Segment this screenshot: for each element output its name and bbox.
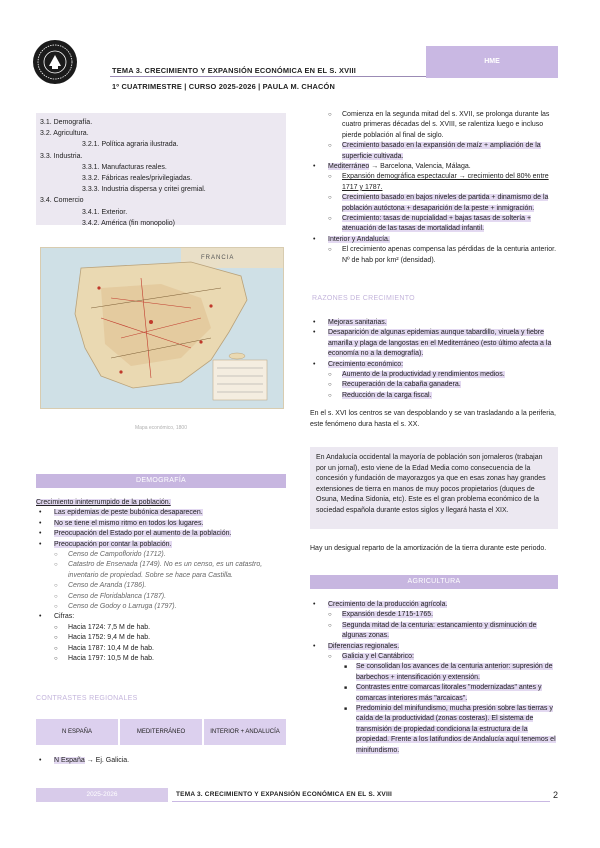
list-item: ○ Censo de Aranda (1786). (36, 581, 288, 591)
toc-item: 3.3.3. Industria dispersa y critei gremial. (82, 186, 206, 194)
list-item: ○ Expansión demográfica espectacular → crecimiento del 80% entre 1717 y 1787. (310, 172, 560, 193)
footer-divider (172, 801, 550, 802)
list-item: ○ Reducción de la carga fiscal. (310, 391, 560, 401)
list-item: • Preocupación por contar la población. (36, 540, 288, 550)
map-caption: Mapa económico, 1800 (135, 425, 187, 431)
reparto-paragraph: Hay un desigual reparto de la amortización de la tierra durante este periodo. (310, 545, 547, 552)
list-item: ○ Censo de Godoy o Larruga (1797). (36, 602, 288, 612)
footer-course: 2025-2026 (36, 788, 168, 802)
right-column-top (310, 110, 560, 266)
section-heading-contrastes: CONTRASTES REGIONALES (36, 695, 138, 702)
list-item: ○ Segunda mitad de la centuria: estancamiento y disminución de algunas zonas. (310, 621, 560, 642)
list-item: ○ Comienza en la segunda mitad del s. XVII, se prolonga durante las cuatro primeras décadas del s. XVIII, se ralentiza luego e incluso pierde población al final de siglo. (310, 110, 560, 141)
page-number: 2 (552, 790, 558, 800)
list-item: ○ Censo de Floridablanca (1787). (36, 592, 288, 602)
razones-paragraph: En el s. XVI los centros se van despoblando y se van trasladando a la periferia, este fenómeno dura hasta el s. XX. (310, 410, 556, 428)
table-of-contents (36, 113, 286, 225)
toc-item: 3.4.1. Exterior. (82, 208, 128, 216)
table-column-header: INTERIOR + ANDALUCÍA (210, 729, 280, 735)
list-item: ○ Galicia y el Cantábrico: (310, 652, 560, 662)
toc-item: 3.4.2. América (fin monopolio) (82, 219, 175, 227)
map-label-france: FRANCIA (201, 255, 235, 261)
document-subtitle: 1º CUATRIMESTRE | CURSO 2025-2026 | PAULA M. CHACÓN (112, 82, 336, 91)
list-item: ○ Expansión desde 1715-1765. (310, 610, 560, 620)
list-item: • Preocupación del Estado por el aumento de la población. (36, 529, 288, 539)
subject-tag: HME (426, 46, 558, 78)
list-item: ○ Catastro de Ensenada (1749). No es un censo, es un catastro, inventario de propiedad. Sobre se hace para Castilla. (36, 560, 288, 581)
razones-content (310, 318, 560, 430)
quote-text: En Andalucía occidental la mayoría de población son jornaleros (trabajan por un jornal), esto viene de la Edad Media como consecuencia de la concesión y fundación de mayorazgos ya que en esas zonas hay grandes extensiones de tierra en manos de muy pocos propietarios (duques de Osuna, Medina Sidonia, etc). Este es el gran problema económico de la sociedad española durante estos siglos y llegará hasta el XIX. (316, 454, 546, 514)
list-item: • N España → Ej. Galicia. (36, 756, 288, 766)
list-item: ○ Recuperación de la cabaña ganadera. (310, 380, 560, 390)
quote-box (310, 447, 558, 529)
list-item: • Mejoras sanitarias. (310, 318, 560, 328)
header-divider (110, 76, 426, 77)
list-item: • No se tiene el mismo ritmo en todos los lugares. (36, 519, 288, 529)
regions-table-header (36, 719, 286, 745)
document-title: TEMA 3. CRECIMIENTO Y EXPANSIÓN ECONÓMICA EN EL S. XVIII (112, 66, 357, 75)
list-item: • Las epidemias de peste bubónica desaparecen. (36, 508, 288, 518)
list-item: ■ Predominio del minifundismo, mucha presión sobre las tierras y caída de la productividad (zonas costeras). El sistema de transmisión de propiedad condiciona la estructura de la propiedad. Frente a los latifundios de Andalucía aquí tenemos el minifundismo. (310, 704, 560, 756)
list-item: • Diferencias regionales. (310, 642, 560, 652)
toc-item: 3.3.2. Fábricas reales/privilegiadas. (82, 175, 193, 183)
table-column-header: MEDITERRÁNEO (120, 719, 204, 745)
footer-title: TEMA 3. CRECIMIENTO Y EXPANSIÓN ECONÓMICA EN EL S. XVIII (176, 791, 392, 798)
list-item: ■ Se consolidan los avances de la centuria anterior: supresión de barbechos + intensificación y extensión. (310, 662, 560, 683)
toc-item: 3.2. Agricultura. (40, 130, 89, 138)
demografia-lead: Crecimiento ininterrumpido de la población. (36, 499, 171, 506)
university-seal-icon (33, 40, 77, 84)
toc-item: 3.1. Demografía. (40, 119, 93, 126)
list-item: ○ Crecimiento basado en la expansión de maíz + ampliación de la superficie cultivada. (310, 141, 560, 162)
list-item: • Interior y Andalucía. (310, 235, 560, 245)
list-item: • Mediterráneo → Barcelona, Valencia, Málaga. (310, 162, 560, 172)
list-item: ○ Censo de Campoflorido (1712). (36, 550, 288, 560)
section-heading-demografia: DEMOGRAFÍA (36, 474, 286, 488)
list-item: ○ Crecimiento: tasas de nupcialidad + bajas tasas de soltería + atenuación de las tasas de mortalidad infantil. (310, 214, 560, 235)
list-item: ○ Hacia 1752: 9,4 M de hab. (36, 633, 288, 643)
agricultura-content (310, 600, 560, 756)
page-footer (36, 788, 558, 802)
toc-item: 3.3.1. Manufacturas reales. (82, 163, 167, 171)
toc-item: 3.2.1. Política agraria ilustrada. (82, 141, 179, 149)
list-item: • Desaparición de algunas epidemias aunque tabardillo, viruela y fiebre amarilla y plaga de langostas en el Mediterráneo (esto último afecta a la economía no a la demografía). (310, 328, 560, 359)
list-item: ○ Hacia 1724: 7,5 M de hab. (36, 623, 288, 633)
list-item: • Crecimiento económico: (310, 360, 560, 370)
list-item: ○ Aumento de la productividad y rendimientos medios. (310, 370, 560, 380)
section-heading-agricultura: AGRICULTURA (310, 575, 558, 589)
list-item: ■ Contrastes entre comarcas litorales "modernizadas" antes y comarcas interiores más "arcaicas". (310, 683, 560, 704)
toc-item: 3.4. Comercio (40, 197, 84, 205)
list-item: ○ Hacia 1797: 10,5 M de hab. (36, 654, 288, 664)
list-item: • Cifras: (36, 612, 288, 622)
demografia-content (36, 498, 288, 665)
table-column-header: N ESPAÑA (36, 719, 120, 745)
list-item: • Crecimiento de la producción agrícola. (310, 600, 560, 610)
toc-item: 3.3. Industria. (40, 152, 83, 160)
section-heading-razones: RAZONES DE CRECIMIENTO (312, 295, 415, 302)
spain-economic-map (40, 247, 284, 409)
list-item: ○ Crecimiento basado en bajos niveles de partida + dinamismo de la población autóctona + desaparición de la peste + inmigración. (310, 193, 560, 214)
list-item: ○ Hacia 1787: 10,4 M de hab. (36, 644, 288, 654)
contrastes-content (36, 756, 288, 766)
list-item: ○ El crecimiento apenas compensa las pérdidas de la centuria anterior. Nº de hab por km² (densidad). (310, 245, 560, 266)
